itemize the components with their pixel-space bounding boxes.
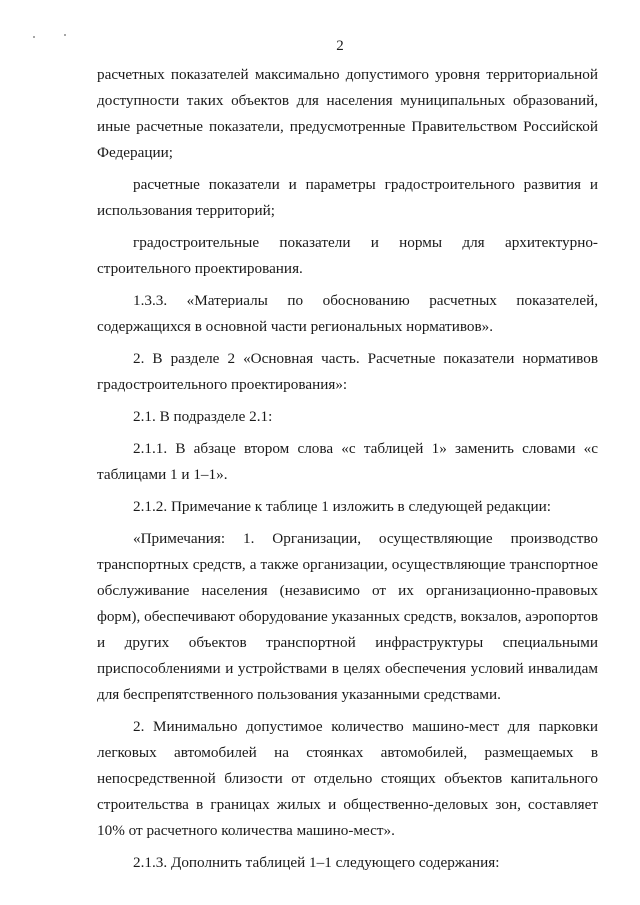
page-number: 2 xyxy=(336,38,344,54)
paragraph: расчетных показателей максимально допустимого уровня территориальной доступности таких объектов для населения муниципальных образований, иные расчетные показатели, предусмотренные Правительством Российской Федерации; xyxy=(97,66,598,161)
paragraph: 2.1. В подразделе 2.1: xyxy=(133,408,273,425)
paragraph: 2. Минимально допустимое количество машино-мест для парковки легковых автомобилей на стоянках автомобилей, размещаемых в непосредственной близости от отдельно стоящих объектов капитального строительства в границах жилых и общественно-деловых зон, составляет 10% от расчетного количества машино-мест». xyxy=(97,718,598,839)
document-body xyxy=(97,62,598,882)
paragraph: расчетные показатели и параметры градостроительного развития и использования территорий; xyxy=(97,176,598,219)
paragraph: градостроительные показатели и нормы для архитектурно-строительного проектирования. xyxy=(97,234,598,277)
paragraph: 2.1.2. Примечание к таблице 1 изложить в следующей редакции: xyxy=(133,498,551,515)
paragraph: «Примечания: 1. Организации, осуществляющие производство транспортных средств, а также организации, осуществляющие транспортное обслуживание населения (независимо от их организационно-правовых форм), обеспечивают оборудование указанных средств, вокзалов, аэропортов и других объектов транспортной инфраструктуры специальными приспособлениями и устройствами в целях обеспечения условий инвалидам для беспрепятственного пользования указанными средствами. xyxy=(97,530,598,703)
paragraph: 2.1.3. Дополнить таблицей 1–1 следующего содержания: xyxy=(133,854,500,871)
paragraph: 2. В разделе 2 «Основная часть. Расчетные показатели нормативов градостроительного проектирования»: xyxy=(97,350,598,393)
paragraph: 1.3.3. «Материалы по обоснованию расчетных показателей, содержащихся в основной части региональных нормативов». xyxy=(97,292,598,335)
paragraph: 2.1.1. В абзаце втором слова «с таблицей 1» заменить словами «с таблицами 1 и 1–1». xyxy=(97,440,598,483)
